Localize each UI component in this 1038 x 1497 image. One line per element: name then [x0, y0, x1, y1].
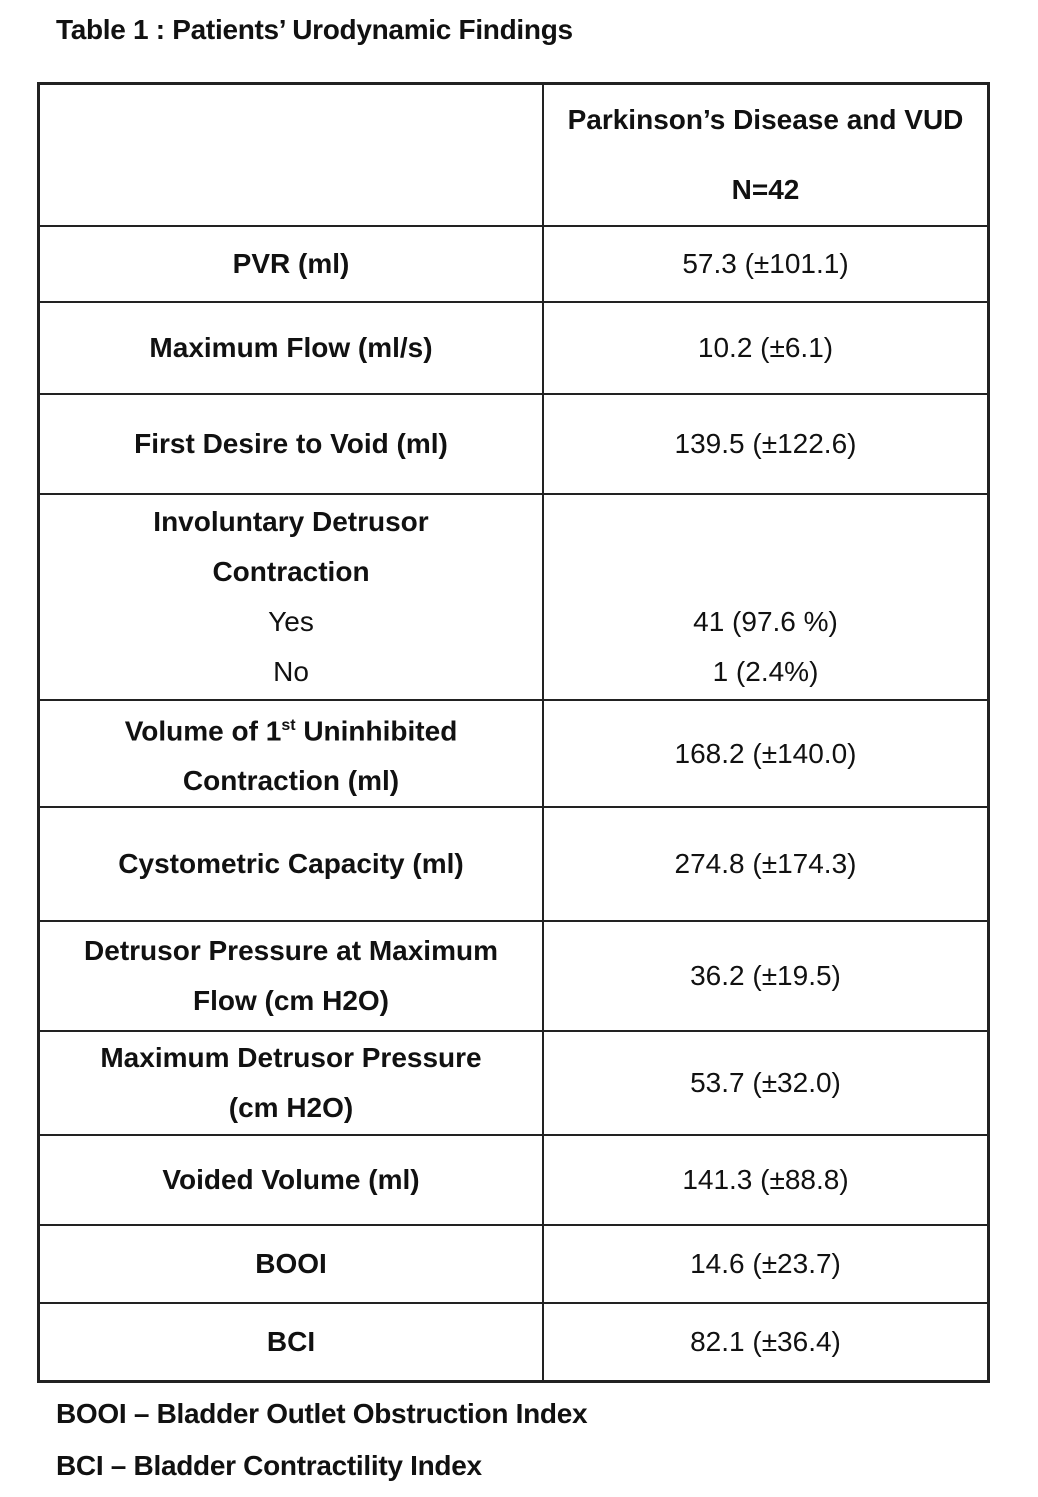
row-label-line2: Contraction	[212, 556, 370, 587]
row-value: 141.3 (±88.8)	[543, 1135, 989, 1225]
row-value: 82.1 (±36.4)	[543, 1303, 989, 1381]
footnote-booi: BOOI – Bladder Outlet Obstruction Index	[56, 1398, 588, 1429]
row-label: Voided Volume (ml)	[39, 1135, 544, 1225]
row-value-yes: 41 (97.6 %)	[693, 606, 838, 637]
row-label-line1: Detrusor Pressure at Maximum	[84, 935, 498, 967]
row-label-line2: (cm H2O)	[228, 1092, 354, 1124]
row-value: 14.6 (±23.7)	[543, 1225, 989, 1303]
table-row-bci	[39, 1303, 989, 1381]
row-sublabel-yes: Yes	[268, 606, 314, 637]
table-row-involuntary-contraction	[39, 494, 989, 700]
row-label-line1	[46, 701, 536, 756]
table-row-cystometric-capacity	[39, 807, 989, 921]
row-value-group	[543, 494, 989, 700]
table-caption: Table 1 : Patients’ Urodynamic Findings	[56, 14, 573, 45]
table-row-first-uninhibited	[39, 700, 989, 807]
table-row-pvr	[39, 226, 989, 302]
label-suffix: Uninhibited	[295, 715, 458, 747]
row-label-line1: Involuntary Detrusor	[153, 506, 429, 537]
row-label: PVR (ml)	[39, 226, 544, 302]
row-label: First Desire to Void (ml)	[39, 394, 544, 494]
row-label-group	[39, 494, 544, 700]
row-value: 168.2 (±140.0)	[543, 700, 989, 807]
header-column-title: Parkinson’s Disease and VUD	[567, 104, 964, 135]
row-label-group	[39, 1031, 544, 1135]
table-row-voided-volume	[39, 1135, 989, 1225]
row-sublabel-no: No	[273, 656, 309, 687]
row-value: 274.8 (±174.3)	[543, 807, 989, 921]
row-value: 10.2 (±6.1)	[543, 302, 989, 394]
row-label-line1: Maximum Detrusor Pressure	[100, 1042, 482, 1074]
row-value: 139.5 (±122.6)	[543, 394, 989, 494]
table-row-first-desire	[39, 394, 989, 494]
table-header-row	[39, 84, 989, 227]
footnote-bci: BCI – Bladder Contractility Index	[56, 1450, 482, 1481]
row-label-group	[39, 700, 544, 807]
urodynamic-findings-table	[37, 82, 990, 1383]
header-column-n: N=42	[731, 174, 800, 205]
row-label: Maximum Flow (ml/s)	[39, 302, 544, 394]
row-label: BCI	[39, 1303, 544, 1381]
table-row-max-flow	[39, 302, 989, 394]
label-superscript: st	[281, 717, 296, 734]
table-row-booi	[39, 1225, 989, 1303]
row-value: 36.2 (±19.5)	[543, 921, 989, 1031]
row-value: 57.3 (±101.1)	[543, 226, 989, 302]
footnotes	[56, 1388, 587, 1492]
row-label: Cystometric Capacity (ml)	[39, 807, 544, 921]
header-empty-cell	[39, 84, 544, 227]
table-row-pdet-qmax	[39, 921, 989, 1031]
row-label-group	[39, 921, 544, 1031]
row-value-no: 1 (2.4%)	[712, 656, 819, 687]
row-value: 53.7 (±32.0)	[543, 1031, 989, 1135]
row-label: BOOI	[39, 1225, 544, 1303]
header-group-cell	[543, 84, 989, 227]
row-label-line2: Flow (cm H2O)	[192, 985, 389, 1017]
label-prefix: Volume of 1	[124, 715, 282, 747]
table-row-max-pdet	[39, 1031, 989, 1135]
row-label-line2: Contraction (ml)	[182, 765, 400, 797]
